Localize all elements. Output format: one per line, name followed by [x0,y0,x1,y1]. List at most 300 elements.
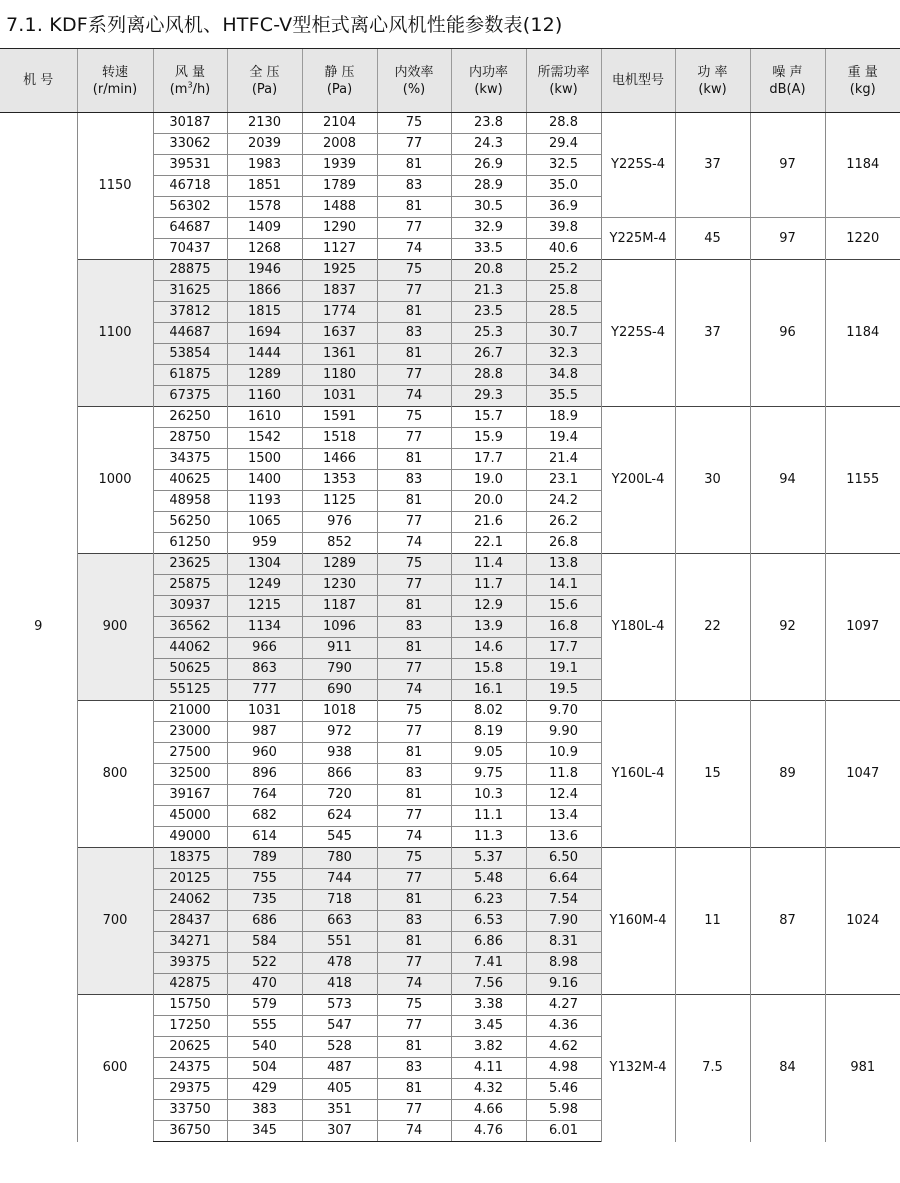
cell-required-power: 25.2 [526,260,601,281]
cell-internal-efficiency: 81 [377,596,451,617]
cell-flow: 15750 [153,995,227,1016]
cell-internal-efficiency: 77 [377,1100,451,1121]
cell-internal-efficiency: 77 [377,281,451,302]
cell-internal-efficiency: 81 [377,491,451,512]
cell-flow: 17250 [153,1016,227,1037]
cell-internal-efficiency: 75 [377,995,451,1016]
cell-flow: 33062 [153,134,227,155]
header-noise [750,49,825,113]
cell-internal-efficiency: 81 [377,785,451,806]
cell-weight: 1024 [825,848,900,995]
cell-static-pressure: 307 [302,1121,377,1142]
table-row [0,701,900,722]
cell-internal-efficiency: 81 [377,302,451,323]
cell-internal-power: 11.1 [451,806,526,827]
cell-internal-power: 5.48 [451,869,526,890]
cell-required-power: 17.7 [526,638,601,659]
cell-flow: 44062 [153,638,227,659]
cell-required-power: 4.98 [526,1058,601,1079]
cell-total-pressure: 383 [227,1100,302,1121]
cell-static-pressure: 418 [302,974,377,995]
cell-internal-efficiency: 81 [377,932,451,953]
cell-internal-power: 9.05 [451,743,526,764]
cell-required-power: 28.5 [526,302,601,323]
cell-motor-model: Y160M-4 [601,848,675,995]
cell-internal-power: 10.3 [451,785,526,806]
header-label: 风 量 [174,64,206,80]
cell-internal-power: 5.37 [451,848,526,869]
cell-flow: 39375 [153,953,227,974]
cell-static-pressure: 938 [302,743,377,764]
cell-total-pressure: 777 [227,680,302,701]
cell-internal-efficiency: 74 [377,974,451,995]
cell-total-pressure: 584 [227,932,302,953]
cell-flow: 23625 [153,554,227,575]
performance-table-container [0,48,900,1142]
cell-internal-power: 13.9 [451,617,526,638]
cell-internal-power: 3.38 [451,995,526,1016]
cell-internal-efficiency: 77 [377,722,451,743]
cell-static-pressure: 1939 [302,155,377,176]
header-power [675,49,750,113]
cell-internal-efficiency: 77 [377,365,451,386]
header-internal_power [451,49,526,113]
header-motor_model [601,49,675,113]
cell-required-power: 14.1 [526,575,601,596]
cell-internal-efficiency: 83 [377,323,451,344]
cell-internal-power: 14.6 [451,638,526,659]
table-row [0,848,900,869]
cell-internal-power: 8.02 [451,701,526,722]
cell-internal-power: 7.41 [451,953,526,974]
cell-internal-power: 11.3 [451,827,526,848]
cell-noise: 84 [750,995,825,1142]
cell-internal-power: 29.3 [451,386,526,407]
cell-required-power: 25.8 [526,281,601,302]
cell-internal-efficiency: 83 [377,470,451,491]
cell-flow: 29375 [153,1079,227,1100]
cell-static-pressure: 1289 [302,554,377,575]
header-static_pressure [302,49,377,113]
header-weight [825,49,900,113]
cell-weight: 1155 [825,407,900,554]
header-unit: (Pa) [326,81,353,97]
cell-internal-power: 8.19 [451,722,526,743]
cell-total-pressure: 1444 [227,344,302,365]
page-title: 7.1. KDF系列离心风机、HTFC-V型柜式离心风机性能参数表(12) [6,14,563,36]
cell-static-pressure: 487 [302,1058,377,1079]
cell-internal-efficiency: 81 [377,449,451,470]
cell-required-power: 35.5 [526,386,601,407]
cell-internal-power: 30.5 [451,197,526,218]
cell-static-pressure: 1488 [302,197,377,218]
cell-internal-efficiency: 83 [377,1058,451,1079]
cell-static-pressure: 624 [302,806,377,827]
cell-required-power: 13.4 [526,806,601,827]
cell-static-pressure: 663 [302,911,377,932]
cell-static-pressure: 2008 [302,134,377,155]
cell-machine-no: 9 [34,619,43,635]
cell-internal-efficiency: 75 [377,407,451,428]
cell-flow: 56250 [153,512,227,533]
cell-required-power: 7.90 [526,911,601,932]
cell-static-pressure: 351 [302,1100,377,1121]
cell-total-pressure: 1134 [227,617,302,638]
cell-flow: 48958 [153,491,227,512]
cell-flow: 28750 [153,428,227,449]
cell-internal-power: 24.3 [451,134,526,155]
cell-internal-power: 22.1 [451,533,526,554]
cell-static-pressure: 1096 [302,617,377,638]
cell-total-pressure: 579 [227,995,302,1016]
cell-required-power: 15.6 [526,596,601,617]
header-unit: (m [169,81,188,97]
header-label: 电机型号 [611,73,664,88]
cell-flow: 61250 [153,533,227,554]
cell-internal-efficiency: 77 [377,806,451,827]
cell-static-pressure: 1361 [302,344,377,365]
cell-total-pressure: 1578 [227,197,302,218]
header-label: 机 号 [23,73,54,88]
header-label: 内功率 [468,64,508,80]
cell-required-power: 24.2 [526,491,601,512]
header-internal_efficiency [377,49,451,113]
cell-noise: 97 [750,218,825,260]
cell-required-power: 40.6 [526,239,601,260]
cell-internal-efficiency: 83 [377,176,451,197]
cell-total-pressure: 1193 [227,491,302,512]
cell-flow: 37812 [153,302,227,323]
cell-internal-power: 25.3 [451,323,526,344]
cell-internal-efficiency: 77 [377,218,451,239]
cell-internal-power: 28.9 [451,176,526,197]
cell-flow: 46718 [153,176,227,197]
cell-internal-power: 6.23 [451,890,526,911]
cell-internal-power: 26.9 [451,155,526,176]
cell-required-power: 32.3 [526,344,601,365]
cell-internal-efficiency: 77 [377,659,451,680]
cell-internal-power: 6.53 [451,911,526,932]
cell-total-pressure: 735 [227,890,302,911]
cell-internal-power: 4.66 [451,1100,526,1121]
cell-power: 22 [675,554,750,701]
cell-flow: 39531 [153,155,227,176]
cell-total-pressure: 987 [227,722,302,743]
cell-total-pressure: 1268 [227,239,302,260]
cell-total-pressure: 345 [227,1121,302,1142]
cell-static-pressure: 2104 [302,113,377,134]
cell-internal-power: 20.8 [451,260,526,281]
cell-static-pressure: 1187 [302,596,377,617]
cell-required-power: 35.0 [526,176,601,197]
cell-static-pressure: 1180 [302,365,377,386]
cell-internal-efficiency: 81 [377,743,451,764]
cell-speed: 700 [77,848,153,995]
cell-flow: 30937 [153,596,227,617]
cell-static-pressure: 1925 [302,260,377,281]
cell-flow: 36562 [153,617,227,638]
header-label: 全 压 [249,64,280,80]
cell-total-pressure: 959 [227,533,302,554]
header-total_pressure [227,49,302,113]
cell-static-pressure: 1353 [302,470,377,491]
cell-internal-power: 32.9 [451,218,526,239]
header-label: 静 压 [324,64,355,80]
cell-flow: 61875 [153,365,227,386]
cell-internal-power: 3.82 [451,1037,526,1058]
cell-total-pressure: 1610 [227,407,302,428]
cell-flow: 53854 [153,344,227,365]
header-label: 所需功率 [537,64,590,80]
cell-internal-power: 16.1 [451,680,526,701]
performance-table [0,48,900,1142]
cell-flow: 45000 [153,806,227,827]
cell-static-pressure: 866 [302,764,377,785]
table-row [0,260,900,281]
cell-internal-power: 21.6 [451,512,526,533]
header-unit: dB(A) [769,81,806,97]
cell-internal-efficiency: 77 [377,575,451,596]
cell-total-pressure: 1866 [227,281,302,302]
cell-internal-power: 23.5 [451,302,526,323]
cell-motor-model: Y225M-4 [601,218,675,260]
cell-static-pressure: 551 [302,932,377,953]
cell-motor-model: Y200L-4 [601,407,675,554]
cell-internal-efficiency: 81 [377,890,451,911]
cell-required-power: 8.98 [526,953,601,974]
cell-required-power: 29.4 [526,134,601,155]
cell-total-pressure: 1160 [227,386,302,407]
cell-power: 45 [675,218,750,260]
cell-static-pressure: 852 [302,533,377,554]
cell-internal-efficiency: 75 [377,701,451,722]
header-label: 重 量 [847,64,878,80]
cell-static-pressure: 478 [302,953,377,974]
cell-motor-model: Y180L-4 [601,554,675,701]
cell-weight: 1220 [825,218,900,260]
cell-internal-efficiency: 74 [377,386,451,407]
cell-flow: 31625 [153,281,227,302]
cell-flow: 27500 [153,743,227,764]
header-unit: (Pa) [251,81,278,97]
cell-flow: 24062 [153,890,227,911]
cell-internal-power: 4.11 [451,1058,526,1079]
cell-flow: 25875 [153,575,227,596]
cell-total-pressure: 682 [227,806,302,827]
cell-internal-power: 3.45 [451,1016,526,1037]
table-row [0,554,900,575]
cell-required-power: 16.8 [526,617,601,638]
cell-required-power: 39.8 [526,218,601,239]
cell-internal-efficiency: 75 [377,113,451,134]
cell-flow: 21000 [153,701,227,722]
cell-internal-efficiency: 83 [377,911,451,932]
cell-flow: 64687 [153,218,227,239]
cell-internal-efficiency: 75 [377,554,451,575]
cell-required-power: 32.5 [526,155,601,176]
cell-internal-power: 15.7 [451,407,526,428]
cell-speed: 600 [77,995,153,1142]
cell-required-power: 19.1 [526,659,601,680]
cell-required-power: 19.5 [526,680,601,701]
header-unit: (kw) [474,81,503,97]
cell-static-pressure: 780 [302,848,377,869]
cell-flow: 24375 [153,1058,227,1079]
cell-total-pressure: 540 [227,1037,302,1058]
cell-total-pressure: 614 [227,827,302,848]
cell-power: 11 [675,848,750,995]
cell-static-pressure: 744 [302,869,377,890]
cell-static-pressure: 972 [302,722,377,743]
cell-required-power: 10.9 [526,743,601,764]
cell-static-pressure: 976 [302,512,377,533]
cell-internal-efficiency: 74 [377,827,451,848]
cell-total-pressure: 863 [227,659,302,680]
cell-flow: 28875 [153,260,227,281]
cell-internal-efficiency: 77 [377,869,451,890]
cell-total-pressure: 1409 [227,218,302,239]
header-unit: (kw) [549,81,578,97]
cell-speed: 1000 [77,407,153,554]
cell-internal-efficiency: 77 [377,1016,451,1037]
cell-flow: 20125 [153,869,227,890]
cell-total-pressure: 1983 [227,155,302,176]
cell-internal-efficiency: 81 [377,1037,451,1058]
cell-static-pressure: 690 [302,680,377,701]
table-row [0,995,900,1016]
cell-static-pressure: 1789 [302,176,377,197]
cell-required-power: 9.16 [526,974,601,995]
cell-total-pressure: 966 [227,638,302,659]
cell-internal-efficiency: 83 [377,617,451,638]
cell-total-pressure: 1304 [227,554,302,575]
table-row [0,407,900,428]
cell-required-power: 13.8 [526,554,601,575]
cell-static-pressure: 718 [302,890,377,911]
cell-internal-power: 7.56 [451,974,526,995]
cell-static-pressure: 1837 [302,281,377,302]
cell-speed: 1100 [77,260,153,407]
cell-internal-power: 12.9 [451,596,526,617]
cell-internal-efficiency: 77 [377,428,451,449]
cell-internal-efficiency: 74 [377,533,451,554]
header-required_power [526,49,601,113]
cell-flow: 36750 [153,1121,227,1142]
table-body [0,113,900,1142]
cell-internal-power: 20.0 [451,491,526,512]
cell-total-pressure: 2039 [227,134,302,155]
cell-total-pressure: 429 [227,1079,302,1100]
header-unit: (r/min) [92,81,138,97]
header-unit-superscript: 3 [187,80,193,90]
cell-required-power: 4.27 [526,995,601,1016]
cell-total-pressure: 1065 [227,512,302,533]
cell-required-power: 7.54 [526,890,601,911]
cell-total-pressure: 1031 [227,701,302,722]
cell-flow: 34271 [153,932,227,953]
cell-speed: 1150 [77,113,153,260]
cell-power: 37 [675,260,750,407]
cell-required-power: 34.8 [526,365,601,386]
cell-speed: 900 [77,554,153,701]
cell-power: 15 [675,701,750,848]
cell-required-power: 6.64 [526,869,601,890]
cell-noise: 96 [750,260,825,407]
cell-total-pressure: 1542 [227,428,302,449]
cell-noise: 92 [750,554,825,701]
cell-noise: 94 [750,407,825,554]
cell-total-pressure: 522 [227,953,302,974]
cell-flow: 55125 [153,680,227,701]
cell-flow: 50625 [153,659,227,680]
header-speed [77,49,153,113]
cell-required-power: 4.62 [526,1037,601,1058]
cell-flow: 23000 [153,722,227,743]
cell-power: 7.5 [675,995,750,1142]
cell-internal-efficiency: 77 [377,512,451,533]
cell-total-pressure: 764 [227,785,302,806]
cell-static-pressure: 1637 [302,323,377,344]
cell-static-pressure: 573 [302,995,377,1016]
cell-internal-power: 21.3 [451,281,526,302]
cell-motor-model: Y160L-4 [601,701,675,848]
cell-required-power: 4.36 [526,1016,601,1037]
header-label: 噪 声 [772,64,803,80]
cell-required-power: 9.90 [526,722,601,743]
cell-flow: 20625 [153,1037,227,1058]
cell-total-pressure: 1694 [227,323,302,344]
cell-required-power: 18.9 [526,407,601,428]
cell-total-pressure: 1500 [227,449,302,470]
cell-static-pressure: 545 [302,827,377,848]
cell-internal-efficiency: 81 [377,1079,451,1100]
cell-total-pressure: 470 [227,974,302,995]
cell-internal-efficiency: 81 [377,344,451,365]
cell-weight: 1097 [825,554,900,701]
cell-static-pressure: 720 [302,785,377,806]
cell-noise: 87 [750,848,825,995]
cell-flow: 26250 [153,407,227,428]
cell-flow: 40625 [153,470,227,491]
cell-internal-efficiency: 81 [377,197,451,218]
cell-static-pressure: 547 [302,1016,377,1037]
cell-static-pressure: 1031 [302,386,377,407]
cell-static-pressure: 1290 [302,218,377,239]
cell-total-pressure: 1400 [227,470,302,491]
cell-static-pressure: 1518 [302,428,377,449]
cell-total-pressure: 789 [227,848,302,869]
cell-power: 30 [675,407,750,554]
cell-weight: 1047 [825,701,900,848]
cell-total-pressure: 686 [227,911,302,932]
cell-internal-efficiency: 74 [377,680,451,701]
cell-static-pressure: 1127 [302,239,377,260]
cell-required-power: 23.1 [526,470,601,491]
cell-flow: 67375 [153,386,227,407]
header-machine_no [0,49,77,113]
cell-noise: 89 [750,701,825,848]
cell-internal-power: 17.7 [451,449,526,470]
cell-weight: 1184 [825,260,900,407]
cell-required-power: 6.50 [526,848,601,869]
cell-internal-efficiency: 77 [377,134,451,155]
cell-internal-power: 15.9 [451,428,526,449]
cell-required-power: 6.01 [526,1121,601,1142]
header-label: 转速 [101,64,128,80]
cell-required-power: 5.46 [526,1079,601,1100]
cell-required-power: 5.98 [526,1100,601,1121]
cell-flow: 42875 [153,974,227,995]
